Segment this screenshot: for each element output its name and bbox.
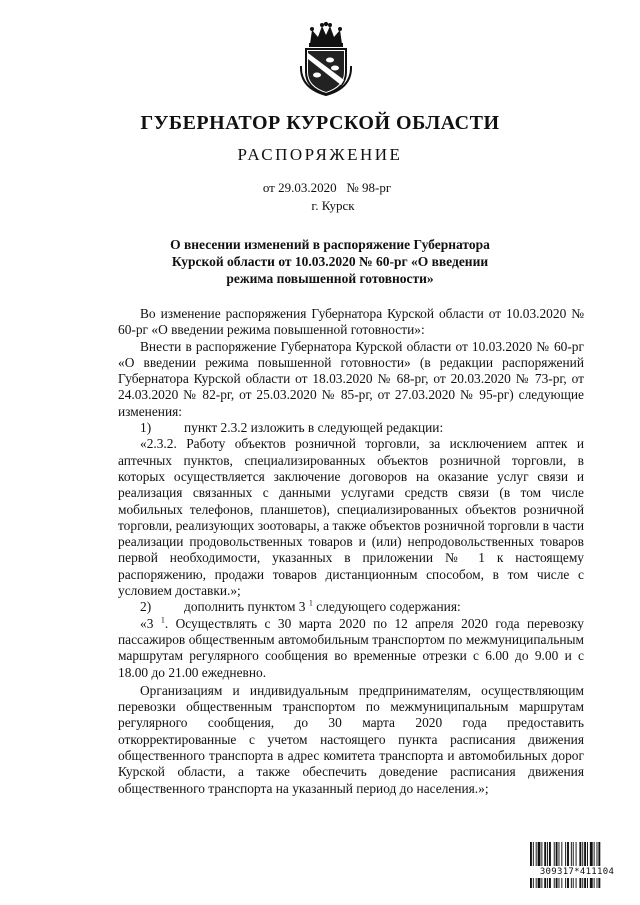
heading-line: режима повышенной готовности» <box>226 271 434 286</box>
heading-line: О внесении изменений в распоряжение Губернатора <box>170 237 490 252</box>
item-number: 2) <box>140 599 152 615</box>
paragraph-superscript: 1 <box>160 615 165 625</box>
document-heading <box>150 236 510 287</box>
kursk-coat-of-arms-icon <box>297 22 355 96</box>
barcode-number: 309317*411104 <box>530 866 624 878</box>
heading-line: Курской области от 10.03.2020 № 60-рг «О введении <box>171 254 489 269</box>
paragraph-text: «3 <box>140 615 154 631</box>
item-superscript: 1 <box>308 598 313 608</box>
item-text: дополнить пунктом 3 <box>184 599 306 615</box>
paragraph-text: . Осуществлять с 30 марта 2020 по 12 апреля 2020 года перевозку пассажиров общественным автомобильным транспортом по межмуниципальным маршрутам регулярного сообщения во временные отрезки с 6.00 до 9.00 и с 18.00 до 21.00 ежедневно. <box>118 615 584 680</box>
list-item-2 <box>118 599 584 615</box>
item-number: 1) <box>140 420 152 436</box>
item-text: пункт 2.3.2 изложить в следующей редакции: <box>184 420 444 436</box>
paragraph-3-1 <box>118 616 584 681</box>
document-date-number: от 29.03.2020 № 98-рг <box>262 180 392 195</box>
paragraph-preamble: Во изменение распоряжения Губернатора Курской области от 10.03.2020 № 60-рг «О введении режима повышенной готовности»: <box>118 306 584 338</box>
paragraph-organizations: Организациям и индивидуальным предпринимателям, осуществляющим перевозки общественным транспортом по межмуниципальным маршрутам регулярного сообщения, до 30 марта 2020 года предоставить откорректированные с учетом настоящего пункта расписания движения общественного транспорта в адрес комитета транспорта и автомобильных дорог Курской области, а также обеспечить доведение расписания движения общественного транспорта на указанный период до населения.»; <box>118 682 584 796</box>
paragraph-main: Внести в распоряжение Губернатора Курской области от 10.03.2020 № 60-рг «О введении режима повышенной готовности» (в редакции распоряжений Губернатора Курской области от 18.03.2020 № 68-рг, от 20.03.2020 № 73-рг, от 24.03.2020 № 82-рг, от 25.03.2020 № 85-рг, от 27.03.2020 № 95-рг) следующие изменения: <box>118 338 584 419</box>
document-body <box>118 306 584 797</box>
document-type: РАСПОРЯЖЕНИЕ <box>237 145 403 164</box>
list-item-1 <box>118 420 584 436</box>
item-text: следующего содержания: <box>312 599 461 615</box>
barcode-icon <box>530 842 624 888</box>
issuer-title: ГУБЕРНАТОР КУРСКОЙ ОБЛАСТИ <box>140 112 500 134</box>
paragraph-2-3-2: «2.3.2. Работу объектов розничной торговли, за исключением аптек и аптечных пунктов, специализированных объектов розничной торговли, в которых осуществляется заключение договоров на оказание услуг связи и реализация связанных с данными услугами средств связи (в том числе мобильных телефонов, планшетов), специализированных объектов розничной торговли, реализующих зоотовары, а также объектов розничной торговли в части реализации продовольственных товаров и (или) непродовольственных товаров первой необходимости, указанных в приложении № 1 к настоящему распоряжению, продажи товаров дистанционным способом, в том числе с условием доставки.»; <box>118 436 584 599</box>
document-city: г. Курск <box>311 198 355 213</box>
